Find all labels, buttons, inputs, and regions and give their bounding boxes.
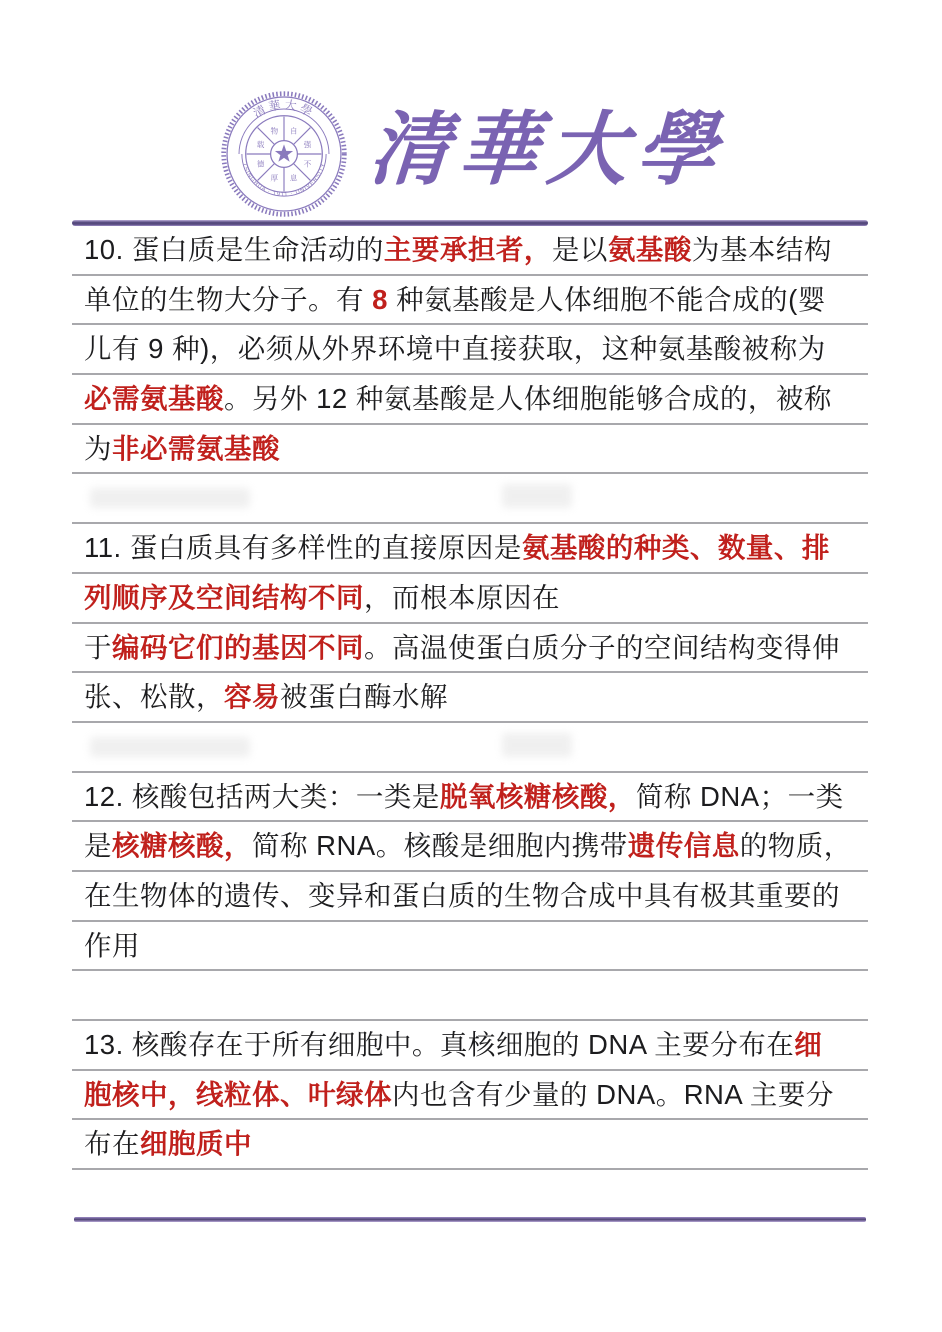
highlight-text: 细胞质中 xyxy=(140,1128,252,1160)
note-row xyxy=(72,624,868,674)
tsinghua-seal-icon xyxy=(217,87,351,221)
note-row xyxy=(72,1021,868,1071)
highlight-text: 遗传信息 xyxy=(627,830,740,862)
note-text: 儿有 9 种)，必须从外界环境中直接获取，这种氨基酸被称为 xyxy=(84,333,826,365)
note-text: 内也含有少量的 DNA。RNA 主要分 xyxy=(392,1078,834,1110)
highlight-text: 细 xyxy=(794,1029,823,1060)
highlight-text: 氨基酸的种类、数量、排 xyxy=(521,532,830,564)
university-logo xyxy=(0,84,942,224)
svg-text:自: 自 xyxy=(289,126,298,136)
highlight-text: 氨基酸 xyxy=(607,234,692,265)
note-text: 的物质， xyxy=(739,830,852,862)
svg-text:息: 息 xyxy=(289,173,298,183)
note-text: 。另外 12 种氨基酸是人体细胞能够合成的，被称 xyxy=(224,383,832,415)
note-text: 10. 蛋白质是生命活动的 xyxy=(84,234,384,265)
note-text: 13. 核酸存在于所有细胞中。真核细胞的 DNA 主要分布在 xyxy=(84,1029,795,1060)
note-text: 于 xyxy=(84,631,112,663)
note-row xyxy=(72,1071,868,1121)
note-text: 作用 xyxy=(84,929,140,961)
note-row xyxy=(72,872,868,922)
highlight-text: 列顺序及空间结构不同 xyxy=(84,581,364,613)
bottom-divider xyxy=(74,1217,866,1222)
highlight-text: 非必需氨基酸 xyxy=(112,432,280,464)
highlight-text: 容易 xyxy=(224,681,280,713)
note-row xyxy=(72,226,868,276)
highlight-text: 核糖核酸， xyxy=(112,830,252,862)
note-row xyxy=(72,673,868,723)
notes-area xyxy=(72,226,868,1220)
highlight-text: 8 xyxy=(372,283,388,315)
note-text: 为 xyxy=(84,432,112,464)
note-row xyxy=(72,1170,868,1220)
svg-text:德: 德 xyxy=(256,159,265,169)
highlight-text: 脱氧核糖核酸， xyxy=(439,780,636,812)
note-text: 。高温使蛋白质分子的空间结构变得伸 xyxy=(364,631,840,663)
highlight-text: 编码它们的基因不同 xyxy=(112,631,364,663)
note-row xyxy=(72,1120,868,1170)
note-row xyxy=(72,922,868,972)
svg-text:不: 不 xyxy=(303,159,312,169)
note-row xyxy=(72,474,868,524)
note-text: 种氨基酸是人体细胞不能合成的(婴 xyxy=(387,283,826,315)
faint-smudge xyxy=(90,737,250,757)
note-text: 单位的生物大分子。有 xyxy=(84,283,373,315)
highlight-text: 主要承担者， xyxy=(383,234,552,265)
note-row xyxy=(72,822,868,872)
note-text: 是 xyxy=(84,830,112,862)
note-row xyxy=(72,574,868,624)
note-text: ，而根本原因在 xyxy=(364,581,560,613)
svg-text:强: 强 xyxy=(303,140,312,150)
note-row xyxy=(72,971,868,1021)
note-row xyxy=(72,524,868,574)
highlight-text: 胞核中，线粒体、叶绿体 xyxy=(84,1078,392,1110)
note-text: 张、松散， xyxy=(84,681,224,713)
note-text: 12. 核酸包括两大类：一类是 xyxy=(84,780,440,812)
note-text: 是以 xyxy=(551,234,608,265)
note-row xyxy=(72,425,868,475)
note-text: 被蛋白酶水解 xyxy=(280,681,448,713)
faint-smudge xyxy=(90,488,250,508)
seal-bottom-text: TSINGHUA · 1911 · UNIVERSITY xyxy=(240,162,328,199)
svg-text:载: 载 xyxy=(256,140,265,150)
note-row xyxy=(72,276,868,326)
university-wordmark: 清華大學 xyxy=(366,105,729,194)
faint-smudge xyxy=(502,733,572,757)
note-text: 简称 DNA；一类 xyxy=(635,780,844,812)
note-row xyxy=(72,325,868,375)
faint-smudge xyxy=(502,484,572,508)
highlight-text: 必需氨基酸 xyxy=(84,383,224,415)
note-row xyxy=(72,773,868,823)
note-text: 布在 xyxy=(84,1128,140,1160)
note-text: 在生物体的遗传、变异和蛋白质的生物合成中具有极其重要的 xyxy=(84,879,840,911)
note-text: 为基本结构 xyxy=(691,234,832,265)
note-text: 简称 RNA。核酸是细胞内携带 xyxy=(252,830,628,862)
note-row xyxy=(72,375,868,425)
note-text: 11. 蛋白质具有多样性的直接原因是 xyxy=(84,532,522,564)
seal-top-text: 清華大學 xyxy=(250,97,318,121)
seal-star-icon xyxy=(275,144,293,161)
svg-text:厚: 厚 xyxy=(270,173,279,183)
note-row xyxy=(72,723,868,773)
svg-text:物: 物 xyxy=(270,126,279,136)
